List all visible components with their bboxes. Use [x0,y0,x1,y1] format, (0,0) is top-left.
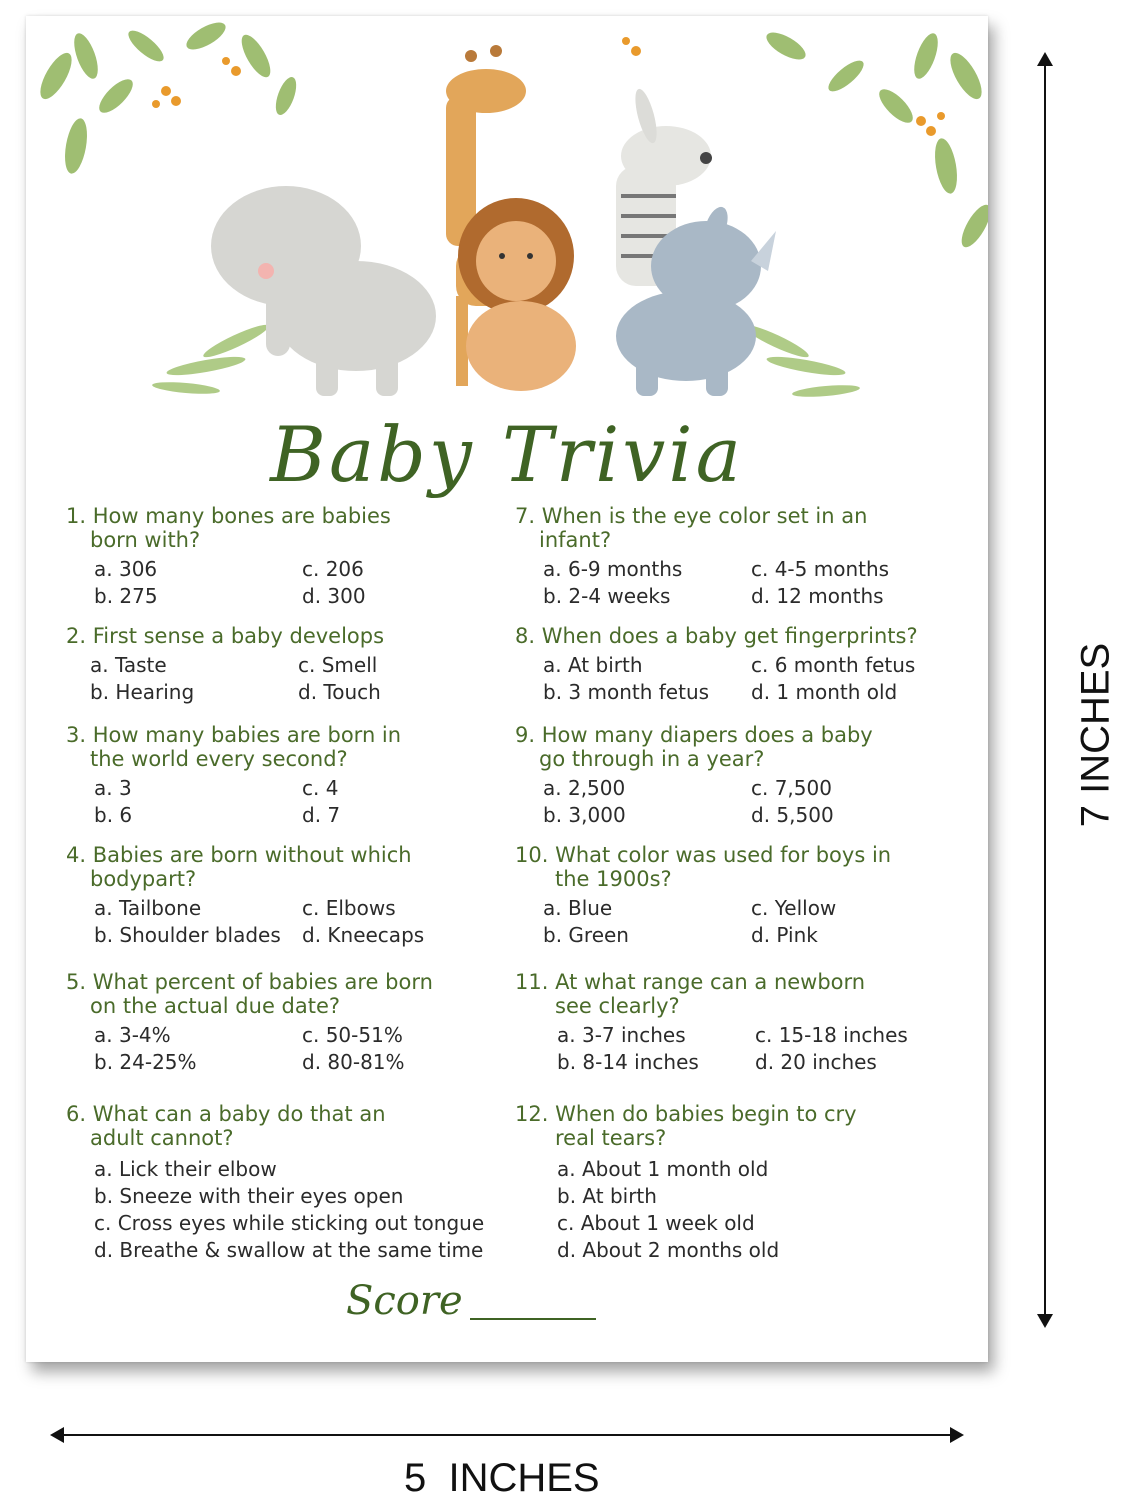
elephant [211,186,436,396]
option: c. 50-51% [302,1023,403,1047]
options [94,1022,506,1076]
option: b. Shoulder blades [94,923,281,947]
question-1: 1. How many bones are babies born with? a. 306 c. 206 b. 275 d. 300 [66,504,506,610]
option: c. Yellow [751,896,837,920]
option: b. 3,000 [543,803,626,827]
options [557,1156,955,1264]
height-dimension-arrow [1030,50,1060,1330]
option: c. Cross eyes while sticking out tongue [94,1211,485,1235]
option: a. 6-9 months [543,557,683,581]
question-4: 4. Babies are born without which bodypart? a. Tailbone c. Elbows b. Shoulder blades d. Kneecaps [66,843,506,949]
options [543,775,955,829]
question-6: 6. What can a baby do that an adult cannot? a. Lick their elbow b. Sneeze with their eyes open c. Cross eyes while sticking out tongue d. Breathe & swallow at the same time [66,1102,536,1264]
option: c. 7,500 [751,776,832,800]
option: d. 7 [302,803,341,827]
option: a. 2,500 [543,776,626,800]
question-11: 11. At what range can a newborn see clearly? a. 3-7 inches c. 15-18 inches b. 8-14 inches d. 20 inches [515,970,955,1076]
option: b. At birth [557,1184,657,1208]
option: b. 6 [94,803,133,827]
question-12: 12. When do babies begin to cry real tears? a. About 1 month old b. At birth c. About 1 week old d. About 2 months old [515,1102,955,1264]
option: d. 5,500 [751,803,834,827]
question-8: 8. When does a baby get fingerprints? a. At birth c. 6 month fetus b. 3 month fetus d. 1 month old [515,624,975,706]
option: b. 275 [94,584,158,608]
option: b. 2-4 weeks [543,584,671,608]
option: c. 4 [302,776,339,800]
option: a. 306 [94,557,158,581]
options [90,652,506,706]
options [543,556,955,610]
option: d. 12 months [751,584,884,608]
option: b. Hearing [90,680,195,704]
options [94,895,506,949]
option: d. 300 [302,584,366,608]
option: c. 206 [302,557,364,581]
option: b. Sneeze with their eyes open [94,1184,404,1208]
safari-animals-illustration [26,16,988,436]
option: a. Blue [543,896,613,920]
question-5: 5. What percent of babies are born on the actual due date? a. 3-4% c. 50-51% b. 24-25% d. 80-81% [66,970,506,1076]
option: a. About 1 month old [557,1157,769,1181]
option: b. 24-25% [94,1050,197,1074]
options [557,1022,955,1076]
question-7: 7. When is the eye color set in an infant? a. 6-9 months c. 4-5 months b. 2-4 weeks d. 12 months [515,504,955,610]
trivia-card [26,16,988,1362]
options [94,1156,536,1264]
option: a. At birth [543,653,643,677]
lion [458,198,576,391]
option: a. Tailbone [94,896,202,920]
option: a. Taste [90,653,167,677]
option: b. Green [543,923,629,947]
option: c. About 1 week old [557,1211,755,1235]
option: c. Smell [298,653,378,677]
option: c. 6 month fetus [751,653,916,677]
option: d. 1 month old [751,680,898,704]
width-dimension-label: 5 INCHES [404,1456,600,1500]
question-9: 9. How many diapers does a baby go through in a year? a. 2,500 c. 7,500 b. 3,000 d. 5,500 [515,723,955,829]
width-dimension-arrow [48,1420,966,1450]
option: d. 80-81% [302,1050,405,1074]
question-10: 10. What color was used for boys in the 1900s? a. Blue c. Yellow b. Green d. Pink [515,843,955,949]
score-line [470,1318,596,1320]
options [543,652,975,706]
options [94,775,506,829]
option: a. Lick their elbow [94,1157,277,1181]
question-3: 3. How many babies are born in the world every second? a. 3 c. 4 b. 6 d. 7 [66,723,506,829]
option: d. About 2 months old [557,1238,780,1262]
option: d. Breathe & swallow at the same time [94,1238,484,1262]
option: d. 20 inches [755,1050,877,1074]
option: d. Touch [298,680,381,704]
option: c. Elbows [302,896,396,920]
option: c. 4-5 months [751,557,890,581]
height-dimension-label: 7 INCHES [1073,642,1118,828]
option: a. 3 [94,776,132,800]
option: d. Pink [751,923,818,947]
options [543,895,955,949]
option: b. 8-14 inches [557,1050,699,1074]
page-title: Baby Trivia [270,410,744,499]
option: a. 3-4% [94,1023,171,1047]
options [94,556,506,610]
option: c. 15-18 inches [755,1023,908,1047]
option: d. Kneecaps [302,923,425,947]
score-label: Score [346,1278,463,1324]
option: b. 3 month fetus [543,680,710,704]
question-2: 2. First sense a baby develops a. Taste c. Smell b. Hearing d. Touch [66,624,506,706]
option: a. 3-7 inches [557,1023,686,1047]
